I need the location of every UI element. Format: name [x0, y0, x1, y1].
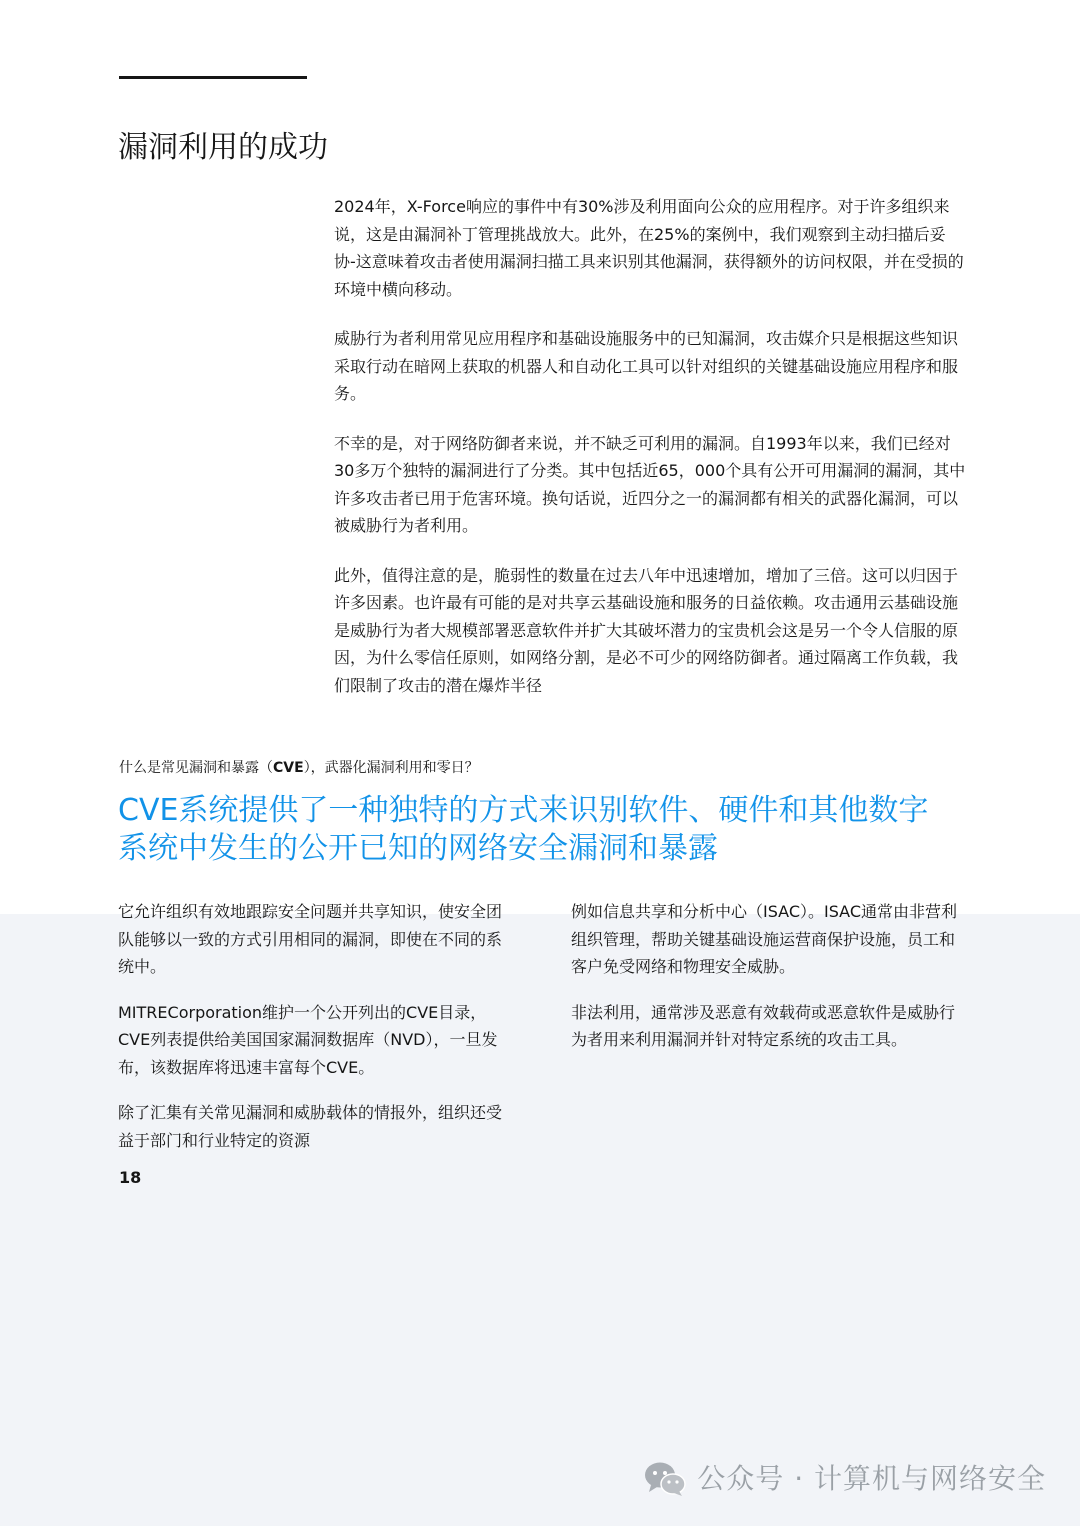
cve-question-suffix: ），武器化漏洞利用和零日？ — [303, 760, 479, 776]
cve-question — [119, 758, 479, 778]
watermark-text: 公众号 · 计算机与网络安全 — [697, 1462, 1046, 1495]
intro-text-block — [334, 193, 966, 721]
paragraph: 不幸的是，对于网络防御者来说，并不缺乏可利用的漏洞。自1993年以来，我们已经对30多万个独特的漏洞进行了分类。其中包括近65，000个具有公开可用漏洞的漏洞，其中许多攻击者已用于危害环境。换句话说，近四分之一的漏洞都有相关的武器化漏洞，可以被威胁行为者利用。 — [334, 433, 966, 535]
cve-left-column — [118, 898, 513, 1172]
wechat-icon — [643, 1459, 687, 1499]
page-number: 18 — [119, 1168, 142, 1187]
watermark — [643, 1459, 1046, 1499]
paragraph: 2024年，X-Force响应的事件中有30%涉及利用面向公众的应用程序。对于许多组织来说，这是由漏洞补丁管理挑战放大。此外，在25%的案例中，我们观察到主动扫描后妥协-这意味着攻击者使用漏洞扫描工具来识别其他漏洞，获得额外的访问权限，并在受损的环境中横向移动。 — [334, 197, 964, 299]
paragraph: 此外，值得注意的是，脆弱性的数量在过去八年中迅速增加，增加了三倍。这可以归因于许多因素。也许最有可能的是对共享云基础设施和服务的日益依赖。攻击通用云基础设施是威胁行为者大规模部署恶意软件并扩大其破坏潜力的宝贵机会这是另一个令人信服的原因，为什么零信任原则，如网络分割，是必不可少的网络防御者。通过隔离工作负载，我们限制了攻击的潜在爆炸半径 — [334, 565, 959, 695]
paragraph: 它允许组织有效地跟踪安全问题并共享知识，使安全团队能够以一致的方式引用相同的漏洞，即使在不同的系统中。 — [118, 902, 503, 976]
paragraph: 威胁行为者利用常见应用程序和基础设施服务中的已知漏洞，攻击媒介只是根据这些知识采取行动在暗网上获取的机器人和自动化工具可以针对组织的关键基础设施应用程序和服务。 — [334, 329, 959, 403]
paragraph: 例如信息共享和分析中心（ISAC）。ISAC通常由非营利组织管理，帮助关键基础设施运营商保护设施，员工和客户免受网络和物理安全威胁。 — [571, 902, 958, 976]
paragraph: 非法利用，通常涉及恶意有效载荷或恶意软件是威胁行为者用来利用漏洞并针对特定系统的攻击工具。 — [571, 1002, 956, 1049]
cve-question-bold: CVE — [273, 760, 304, 776]
cve-question-prefix: 什么是常见漏洞和暴露（ — [119, 760, 273, 776]
paragraph: MITRECorporation维护一个公开列出的CVE目录，CVE列表提供给美国国家漏洞数据库（NVD），一旦发布，该数据库将迅速丰富每个CVE。 — [118, 1002, 498, 1077]
cve-right-column — [571, 898, 966, 1072]
paragraph: 除了汇集有关常见漏洞和威胁载体的情报外，组织还受益于部门和行业特定的资源 — [118, 1103, 503, 1150]
section-title: 漏洞利用的成功 — [118, 130, 328, 165]
section-divider — [119, 76, 307, 79]
cve-headline: CVE系统提供了一种独特的方式来识别软件、硬件和其他数字系统中发生的公开已知的网络安全漏洞和暴露 — [118, 793, 929, 866]
